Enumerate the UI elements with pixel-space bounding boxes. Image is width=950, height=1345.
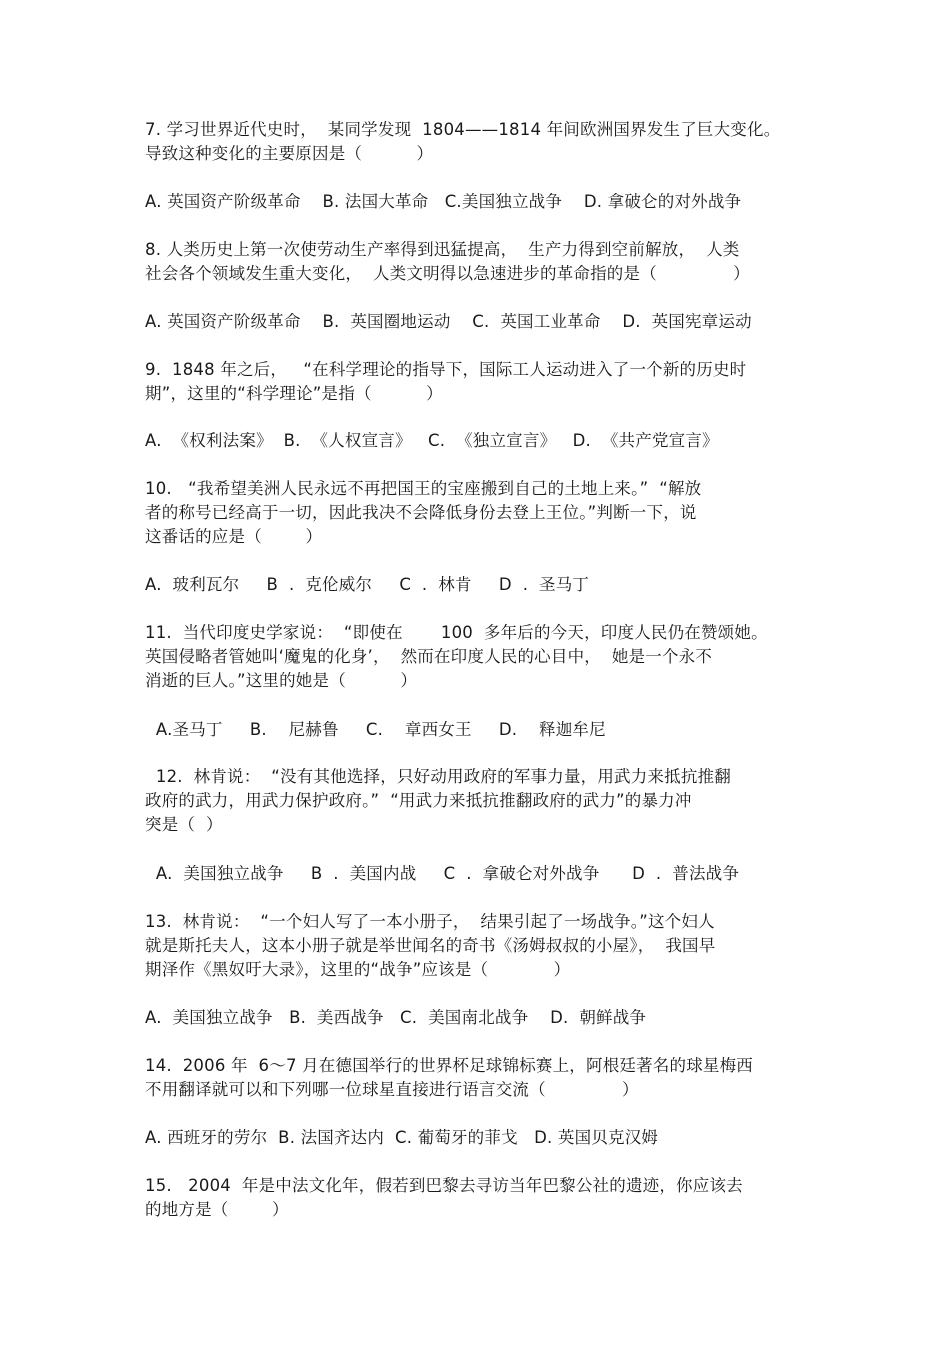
q11-options: A.圣马丁 B. 尼赫鲁 C. 章西女王 D. 释迦牟尼 (145, 720, 606, 739)
q13-stem-line-3: 期泽作《黑奴吁大录》，这里的“战争”应该是（ ） (145, 960, 571, 979)
q11-stem-line-2: 英国侵略者管她叫‘魔鬼的化身’， 然而在印度人民的心目中， 她是一个永不 (145, 647, 713, 666)
q11-stem-line-3: 消逝的巨人。”这里的她是（ ） (145, 671, 418, 690)
q12-stem-line-3: 突是（ ） (145, 815, 223, 834)
q7-stem-line-2: 导致这种变化的主要原因是（ ） (145, 144, 434, 163)
q10-options: A. 玻利瓦尔 B . 克伦威尔 C . 林肯 D . 圣马丁 (145, 575, 590, 594)
q13-options: A. 美国独立战争 B. 美西战争 C. 美国南北战争 D. 朝鲜战争 (145, 1008, 647, 1027)
q13-stem-line-2: 就是斯托夫人，这本小册子就是举世闻名的奇书《汤姆叔叔的小屋》， 我国早 (145, 936, 716, 955)
q13-stem-line-1: 13. 林肯说： “一个妇人写了一本小册子， 结果引起了一场战争。”这个妇人 (145, 912, 715, 931)
q8-stem-line-2: 社会各个领域发生重大变化， 人类文明得以急速进步的革命指的是（ ） (145, 264, 750, 283)
q10-stem-line-3: 这番话的应是（ ） (145, 527, 323, 546)
q14-options: A. 西班牙的劳尔 B. 法国齐达内 C. 葡萄牙的菲戈 D. 英国贝克汉姆 (145, 1128, 659, 1147)
q10-stem-line-2: 者的称号已经高于一切，因此我决不会降低身份去登上王位。”判断一下，说 (145, 503, 697, 522)
q14-stem-line-1: 14. 2006 年 6～7 月在德国举行的世界杯足球锦标赛上，阿根廷著名的球星梅西 (145, 1056, 753, 1075)
q14-stem-line-2: 不用翻译就可以和下列哪一位球星直接进行语言交流（ ） (145, 1080, 639, 1099)
q9-stem-line-2: 期”，这里的“科学理论”是指（ ） (145, 384, 443, 403)
q15-stem-line-2: 的地方是（ ） (145, 1200, 289, 1219)
q9-stem-line-1: 9. 1848 年之后， “在科学理论的指导下，国际工人运动进入了一个新的历史时 (145, 360, 747, 379)
q12-options: A. 美国独立战争 B . 美国内战 C . 拿破仑对外战争 D . 普法战争 (145, 864, 740, 883)
q10-stem-line-1: 10. “我希望美洲人民永远不再把国王的宝座搬到自己的土地上来。” “解放 (145, 479, 702, 498)
q7-options: A. 英国资产阶级革命 B. 法国大革命 C.美国独立战争 D. 拿破仑的对外战争 (145, 192, 742, 211)
q9-options: A. 《权利法案》 B. 《人权宣言》 C. 《独立宣言》 D. 《共产党宣言》 (145, 431, 719, 450)
q12-stem-line-2: 政府的武力，用武力保护政府。” “用武力来抵抗推翻政府的武力”的暴力冲 (145, 791, 692, 810)
q11-stem-line-1: 11. 当代印度史学家说： “即使在 100 多年后的今天，印度人民仍在赞颂她。 (145, 623, 768, 642)
q12-stem-line-1: 12. 林肯说： “没有其他选择，只好动用政府的军事力量，用武力来抵抗推翻 (145, 767, 731, 786)
q8-stem-line-1: 8. 人类历史上第一次使劳动生产率得到迅猛提高， 生产力得到空前解放， 人类 (145, 240, 740, 259)
q7-stem-line-1: 7. 学习世界近代史时， 某同学发现 1804——1814 年间欧洲国界发生了巨大变化。 (145, 120, 781, 139)
q8-options: A. 英国资产阶级革命 B. 英国圈地运动 C. 英国工业革命 D. 英国宪章运动 (145, 312, 752, 331)
q15-stem-line-1: 15. 2004 年是中法文化年，假若到巴黎去寻访当年巴黎公社的遗迹，你应该去 (145, 1176, 743, 1195)
